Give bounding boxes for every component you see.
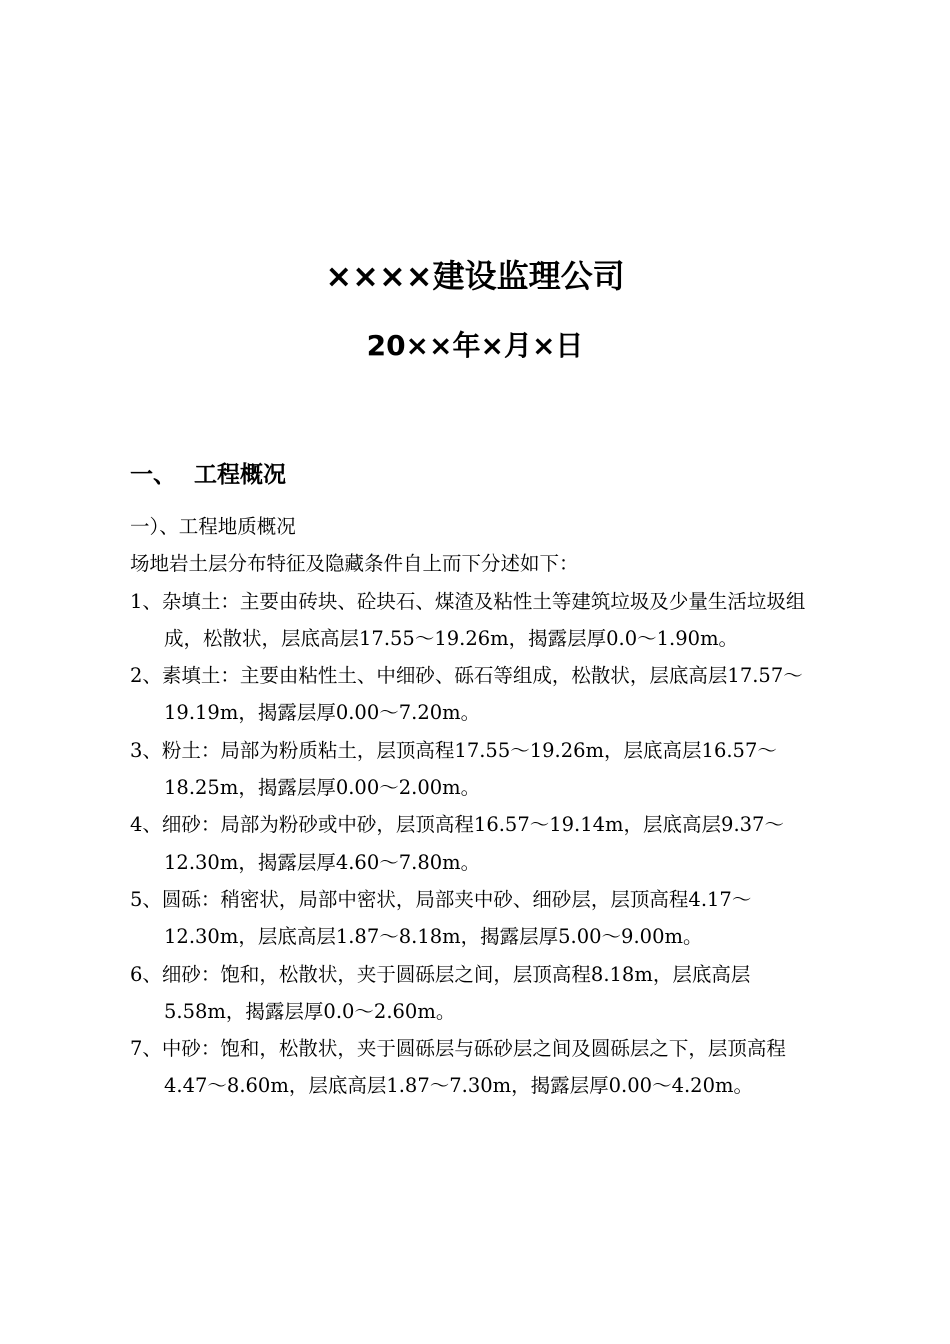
list-item: 6、细砂：饱和，松散状，夹于圆砾层之间，层顶高程8.18m，层底高层5.58m，揭露层厚0.0～2.60m。	[130, 962, 751, 1023]
document-date: 20××年×月×日	[366, 329, 584, 362]
document-body	[130, 508, 810, 1105]
section-heading	[130, 458, 286, 492]
list-item: 2、素填土：主要由粘性土、中细砂、砾石等组成，松散状，层底高层17.57～19.19m，揭露层厚0.00～7.20m。	[130, 664, 803, 725]
list-item: 3、粉土：局部为粉质粘土，层顶高程17.55～19.26m，层底高层16.57～18.25m，揭露层厚0.00～2.00m。	[130, 738, 777, 800]
list-item: 5、圆砾：稍密状，局部中密状，局部夹中砂、细砂层，层顶高程4.17～12.30m，层底高层1.87～8.18m，揭露层厚5.00～9.00m。	[130, 887, 752, 949]
intro-paragraph: 场地岩土层分布特征及隐藏条件自上而下分述如下：	[130, 552, 579, 576]
section-title: 工程概况	[194, 462, 286, 488]
section-number: 一、	[130, 462, 176, 488]
subsection-title: 一）、工程地质概况	[130, 515, 296, 538]
list-item: 4、细砂：局部为粉砂或中砂，层顶高程16.57～19.14m，层底高层9.37～12.30m，揭露层厚4.60～7.80m。	[130, 813, 784, 874]
list-item: 1、杂填土：主要由砖块、砼块石、煤渣及粘性土等建筑垃圾及少量生活垃圾组成，松散状，层底高层17.55～19.26m，揭露层厚0.0～1.90m。	[130, 589, 806, 650]
company-title: ××××建设监理公司	[325, 257, 625, 295]
list-item: 7、中砂：饱和，松散状，夹于圆砾层与砾砂层之间及圆砾层之下，层顶高程4.47～8.60m，层底高层1.87～7.30m，揭露层厚0.00～4.20m。	[130, 1037, 786, 1098]
